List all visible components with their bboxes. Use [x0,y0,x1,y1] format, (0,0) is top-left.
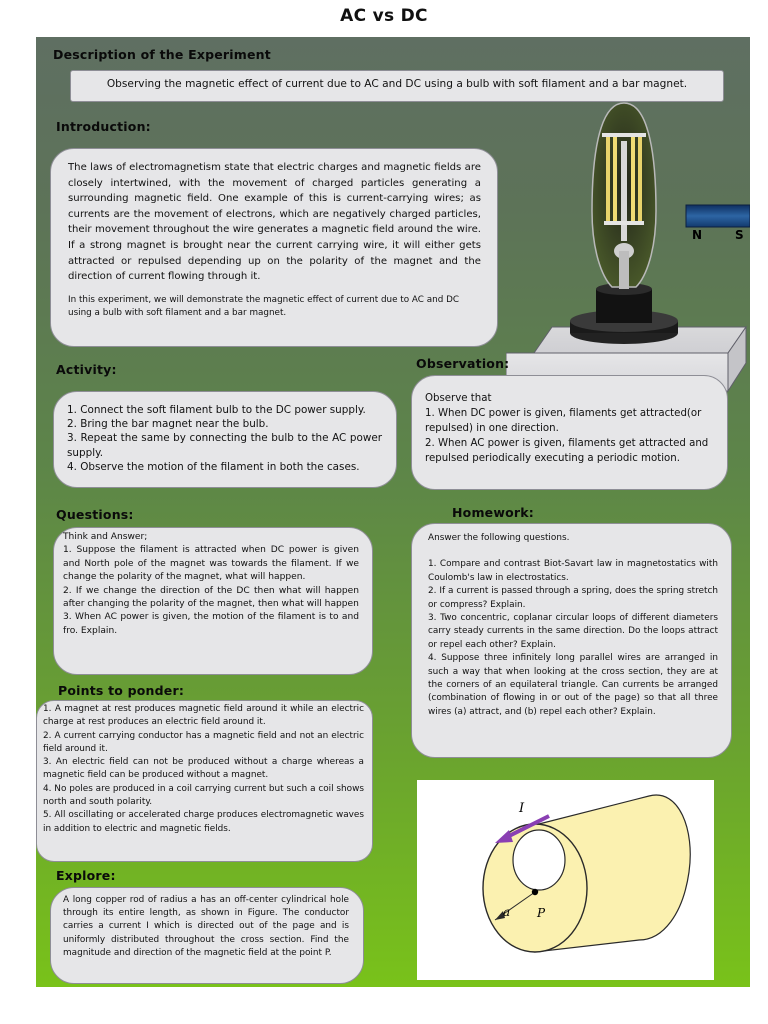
observation-heading: Observation: [416,356,510,371]
observation-line: 1. When DC power is given, filaments get attracted(or repulsed) in one direction. [425,408,702,434]
explore-box [50,887,364,984]
activity-step: 2. Bring the bar magnet near the bulb. [67,418,269,431]
page-title: AC vs DC [340,6,428,26]
homework-line: 3. Two concentric, coplanar circular loops of different diameters carry steady currents in the same direction. Do the loops attract or repel each other? Explain. [428,613,718,650]
homework-line: 4. Suppose three infinitely long parallel wires are arranged in such a way that when looking at the cross section, they are at the corners of an equilateral triangle. Can currents be arranged (combination of flowing in or out of the page) so that all three wires (a) attract, and (b) repel each other? Explain. [428,653,718,717]
cylinder-figure [417,780,714,980]
point-p-label: P [537,906,546,920]
points-line: 2. A current carrying conductor has a magnetic field and not an electric field around it. [43,730,364,754]
magnet-south-label: S [735,228,744,242]
activity-step: 1. Connect the soft filament bulb to the DC power supply. [67,404,366,416]
bar-magnet [686,205,750,227]
introduction-paragraph-2: In this experiment, we will demonstrate the magnetic effect of current due to AC and DC using a bulb with soft filament and a bar magnet. [68,294,460,319]
activity-box [53,391,397,488]
description-box [70,70,724,102]
questions-line: 2. If we change the direction of the DC then what will happen after changing the polarity of the magnet, then what will happen [63,585,359,610]
homework-line: Answer the following questions. [428,533,570,543]
homework-box [411,523,732,758]
points-line: 1. A magnet at rest produces magnetic field around it while an electric charge at rest produces an electric field around it. [43,704,364,728]
questions-line: 1. Suppose the filament is attracted when DC power is given and North pole of the magnet was towards the filament. If we change the polarity of the magnet, what will happen. [63,545,359,583]
bulb-magnet-illustration [506,101,750,401]
filament-stem [621,141,627,241]
points-line: 3. An electric field can not be produced without a charge whereas a magnetic field can be produced without a magnet. [43,757,364,781]
introduction-box [50,148,498,347]
current-label: I [519,801,525,816]
description-heading: Description of the Experiment [53,47,271,62]
activity-heading: Activity: [56,362,117,377]
poster [36,37,750,987]
activity-step: 3. Repeat the same by connecting the bulb to the AC power supply. [67,432,382,459]
bulb-svg [506,101,750,401]
homework-heading: Homework: [452,505,534,520]
observation-line: 2. When AC power is given, filaments get attracted and repulsed periodically executing a periodic motion. [425,438,709,464]
cylinder-svg [417,780,714,980]
explore-text: A long copper rod of radius a has an off-center cylindrical hole through its entire length, as shown in Figure. The conductor carries a current I which is directed out of the page and is uniformly distributed throughout the cross section. Find the magnitude and direction of the magnetic field at the point P. [63,895,349,958]
explore-heading: Explore: [56,868,116,883]
points-heading: Points to ponder: [58,683,185,698]
points-line: 5. All oscillating or accelerated charge produces electromagnetic waves in addition to electric and magnetic fields. [43,810,364,834]
observation-line: Observe that [425,393,492,404]
activity-step: 4. Observe the motion of the filament in both the cases. [67,460,360,473]
questions-line: 3. When AC power is given, the motion of the filament is to and fro. Explain. [63,612,359,636]
points-box [36,700,373,862]
points-line: 4. No poles are produced in a coil carrying current but such a coil shows north and south polarity. [43,783,364,808]
questions-heading: Questions: [56,507,134,522]
radius-label: a [503,905,511,919]
questions-line: Think and Answer; [63,532,148,542]
questions-box [53,527,373,675]
introduction-paragraph-1: The laws of electromagnetism state that electric charges and magnetic fields are closely intertwined, with the movement of charged particles generating a surrounding magnetic field. One example of this is current-carrying wires; as currents are the movement of electrons, which are negatively charged particles, their movement throughout the wire generates a magnetic field around the wire. If a strong magnet is brought near the current carrying wire, it will either gets attracted or repulsed depending up on the polarity of the magnet and the direction of current flowing through it. [68,162,481,283]
point-p-dot [532,889,538,895]
introduction-heading: Introduction: [56,119,151,134]
homework-line: 2. If a current is passed through a spring, does the spring stretch or compress? Explain. [428,586,718,610]
observation-box [411,375,728,490]
magnet-north-label: N [692,228,703,242]
description-text: Observing the magnetic effect of current due to AC and DC using a bulb with soft filament and a bar magnet. [106,78,688,90]
cylinder-hole [513,830,565,890]
homework-line: 1. Compare and contrast Biot-Savart law in magnetostatics with Coulomb's law in electrostatics. [428,559,718,583]
